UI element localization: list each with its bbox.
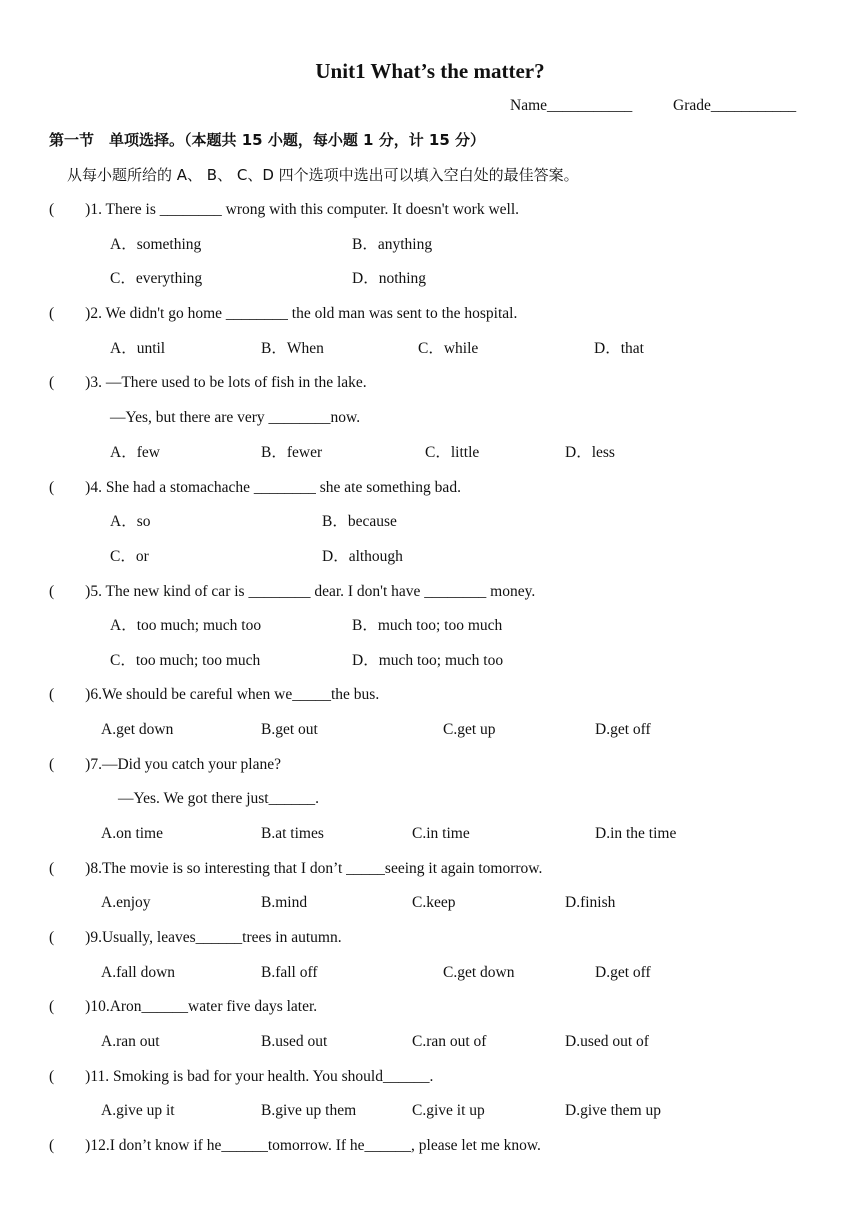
option-d: D.finish: [565, 894, 616, 911]
option-d: D.in the time: [595, 825, 677, 842]
option-c: C．or: [110, 548, 149, 565]
option-a: A.get down: [101, 721, 174, 738]
option-b: B．anything: [352, 236, 433, 253]
question-stem: ( )1. There is ________ wrong with this computer. It doesn't work well.: [49, 201, 520, 218]
option-c: C．everything: [110, 270, 203, 287]
option-b: B.at times: [261, 825, 324, 842]
option-b: B．When: [261, 340, 324, 357]
option-c: C.give it up: [412, 1102, 485, 1119]
question-stem: ( )5. The new kind of car is ________ dear. I don't have ________ money.: [49, 583, 536, 600]
option-c: C.ran out of: [412, 1033, 487, 1050]
option-c: C．while: [418, 340, 479, 357]
question-stem: ( )2. We didn't go home ________ the old man was sent to the hospital.: [49, 305, 518, 322]
option-c: C．too much; too much: [110, 652, 261, 669]
question-stem: ( )9.Usually, leaves______trees in autumn.: [49, 929, 342, 946]
option-c: C.in time: [412, 825, 470, 842]
question-stem: ( )8.The movie is so interesting that I don’t _____seeing it again tomorrow.: [49, 860, 543, 877]
option-b: B．much too; too much: [352, 617, 503, 634]
section-instruction: 从每小题所给的 A、 B、 C、D 四个选项中选出可以填入空白处的最佳答案。: [67, 166, 579, 184]
question-stem: ( )7.—Did you catch your plane?: [49, 756, 282, 773]
option-b: B.fall off: [261, 964, 318, 981]
option-d: D.give them up: [565, 1102, 661, 1119]
option-d: D．nothing: [352, 270, 427, 287]
question-stem: ( )10.Aron______water five days later.: [49, 998, 318, 1015]
option-a: A.fall down: [101, 964, 176, 981]
question-stem: ( )11. Smoking is bad for your health. You should______.: [49, 1068, 434, 1085]
option-a: A.enjoy: [101, 894, 151, 911]
question-stem: ( )12.I don’t know if he______tomorrow. If he______, please let me know.: [49, 1137, 541, 1154]
question-stem: ( )6.We should be careful when we_____the bus.: [49, 686, 380, 703]
section-heading: 第一节 单项选择。（本题共 15 小题，每小题 1 分，计 15 分）: [49, 131, 486, 149]
option-c: C.get up: [443, 721, 496, 738]
option-b: B.get out: [261, 721, 318, 738]
option-a: A.on time: [101, 825, 163, 842]
option-d: D.used out of: [565, 1033, 649, 1050]
question-stem: ( )3. —There used to be lots of fish in the lake.: [49, 374, 367, 391]
option-a: A.ran out: [101, 1033, 160, 1050]
option-d: D．much too; much too: [352, 652, 504, 669]
option-b: B．fewer: [261, 444, 323, 461]
option-b: B.give up them: [261, 1102, 357, 1119]
option-b: B．because: [322, 513, 397, 530]
option-b: B.used out: [261, 1033, 328, 1050]
option-b: B.mind: [261, 894, 308, 911]
option-d: D.get off: [595, 721, 651, 738]
question-reply: —Yes. We got there just______.: [118, 790, 319, 807]
question-stem: ( )4. She had a stomachache ________ she ate something bad.: [49, 479, 461, 496]
option-a: A.give up it: [101, 1102, 175, 1119]
option-d: D．that: [594, 340, 644, 357]
option-a: A．something: [110, 236, 202, 253]
option-c: C.keep: [412, 894, 456, 911]
grade-field-label: Grade___________: [673, 97, 797, 114]
option-a: A．too much; much too: [110, 617, 262, 634]
name-field-label: Name___________: [510, 97, 633, 114]
option-c: C.get down: [443, 964, 515, 981]
option-a: A．so: [110, 513, 151, 530]
option-d: D．less: [565, 444, 615, 461]
option-a: A．few: [110, 444, 160, 461]
option-c: C．little: [425, 444, 480, 461]
page-title: Unit1 What’s the matter?: [315, 59, 545, 83]
option-a: A．until: [110, 340, 166, 357]
option-d: D．although: [322, 548, 403, 565]
question-reply: —Yes, but there are very ________now.: [110, 409, 361, 426]
option-d: D.get off: [595, 964, 651, 981]
